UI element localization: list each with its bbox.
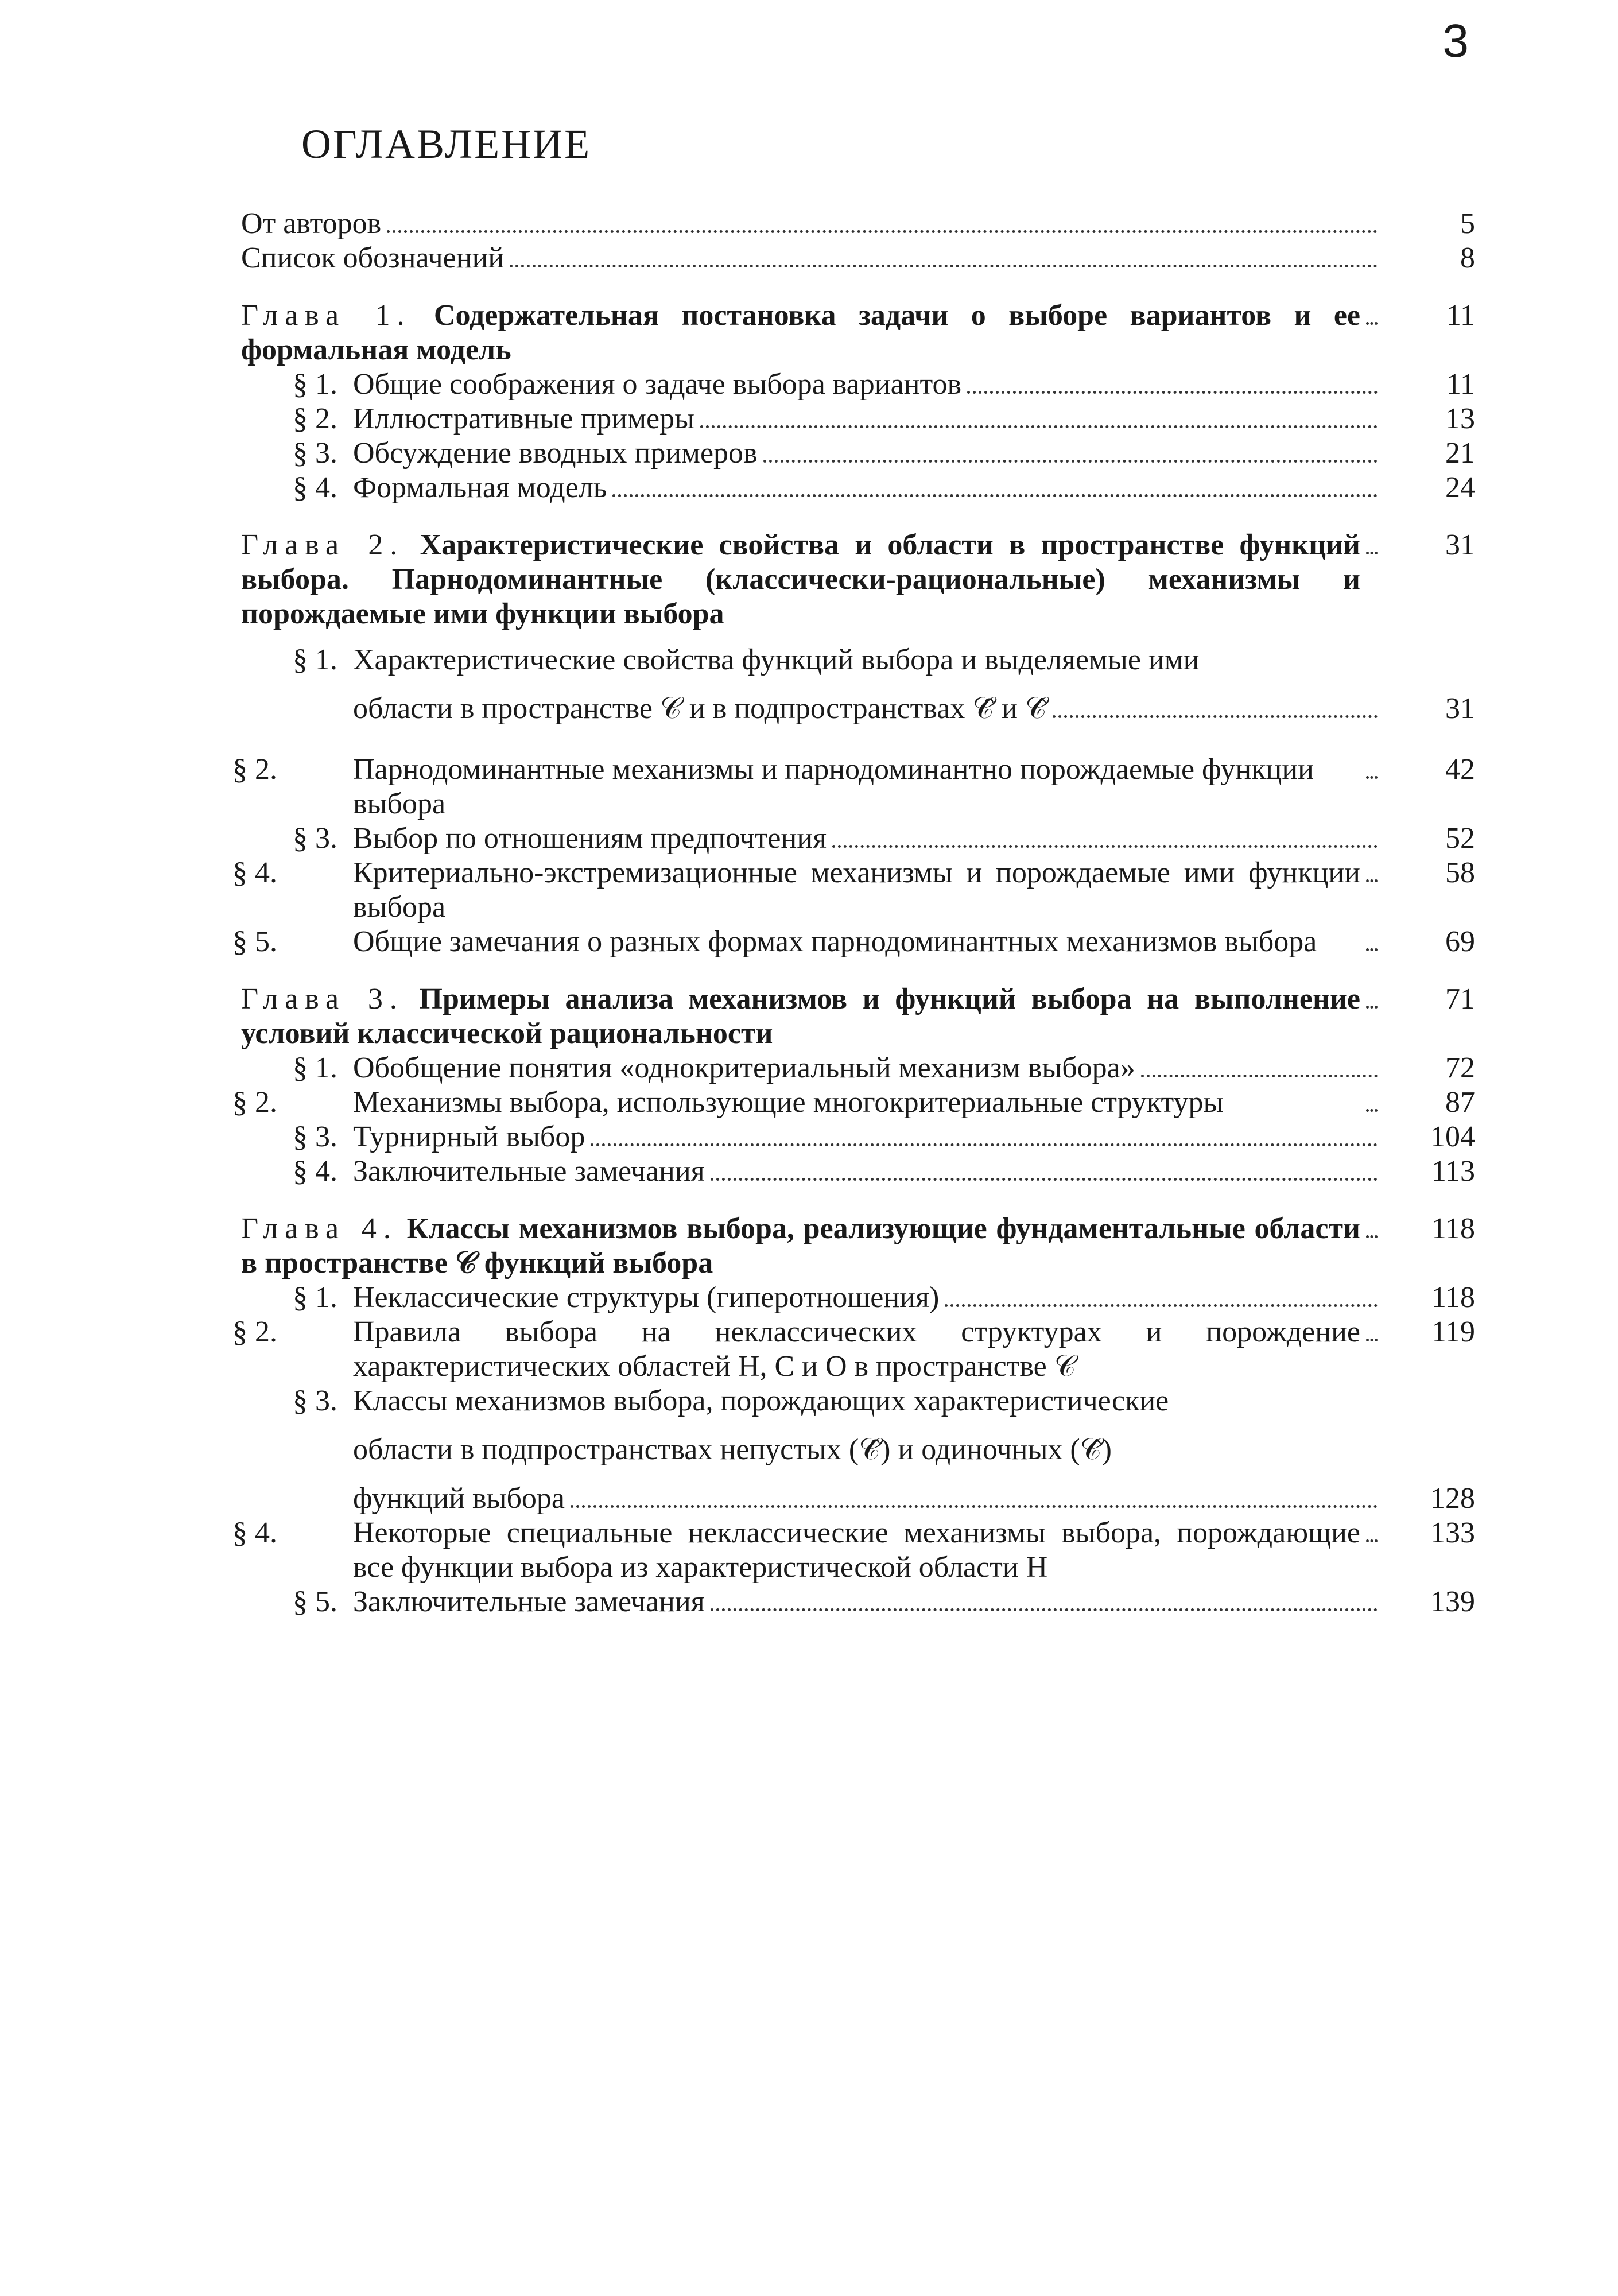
section-entry[interactable] <box>232 1516 1475 1585</box>
page-ref: 118 <box>1431 1212 1475 1245</box>
dot-leader <box>1366 879 1378 882</box>
section-title: Общие замечания о разных формах парнодоминантных механизмов выбора <box>353 925 1317 958</box>
page-number: 3 <box>1442 15 1469 67</box>
chapter-1 <box>241 298 1475 505</box>
dot-leader <box>832 845 1378 848</box>
section-entry[interactable] <box>241 367 1475 402</box>
dot-leader <box>967 391 1378 394</box>
section-number: § 5. <box>293 1585 337 1618</box>
dot-leader <box>1366 1109 1378 1112</box>
section-title: Общие соображения о задаче выбора вариантов <box>353 368 962 401</box>
section-title: Выбор по отношениям предпочтения <box>353 822 827 855</box>
dot-leader <box>945 1304 1378 1307</box>
section-number: § 3. <box>293 437 337 470</box>
section-title: Классы механизмов выбора, порождающих характеристические <box>353 1384 1169 1417</box>
dot-leader <box>571 1505 1378 1508</box>
section-entry[interactable] <box>241 1120 1475 1154</box>
section-title: Характеристические свойства функций выбора и выделяемые ими <box>353 643 1200 676</box>
dot-leader <box>1366 1235 1378 1238</box>
entry-text: Список обозначений <box>241 242 505 274</box>
chapter-2 <box>232 528 1475 959</box>
page-ref: 8 <box>1460 242 1475 274</box>
section-number: § 4. <box>232 856 277 889</box>
page-ref: 119 <box>1431 1316 1475 1348</box>
dot-leader <box>387 230 1378 233</box>
section-title: Иллюстративные примеры <box>353 402 695 435</box>
section-title: Парнодоминантные механизмы и парнодоминантно порождаемые функции выбора <box>353 753 1314 820</box>
section-number: § 4. <box>293 471 337 504</box>
section-title: Заключительные замечания <box>353 1585 705 1618</box>
section-title: Обобщение понятия «однокритериальный механизм выбора» <box>353 1052 1135 1084</box>
section-number: § 3. <box>293 822 337 855</box>
section-title: Формальная модель <box>353 471 607 504</box>
dot-leader <box>1141 1075 1378 1077</box>
page-ref: 21 <box>1445 437 1475 470</box>
section-title: Неклассические структуры (гиперотношения) <box>353 1281 940 1314</box>
chapter-label: Глава 1. <box>241 299 412 332</box>
page-ref: 69 <box>1445 925 1475 958</box>
page-ref: 113 <box>1431 1155 1475 1188</box>
dot-leader <box>1366 1006 1378 1009</box>
section-number: § 1. <box>293 643 337 676</box>
section-title: Механизмы выбора, использующие многокритериальные структуры <box>353 1086 1224 1119</box>
page-ref: 104 <box>1430 1120 1475 1153</box>
page-ref: 11 <box>1446 299 1475 332</box>
section-entry[interactable] <box>232 925 1475 959</box>
chapter-4 <box>232 1212 1475 1619</box>
page-ref: 31 <box>1445 692 1475 725</box>
section-entry[interactable] <box>232 1315 1475 1384</box>
dot-leader <box>591 1143 1378 1146</box>
section-entry[interactable] <box>241 436 1475 471</box>
section-number: § 2. <box>232 753 277 786</box>
dot-leader <box>711 1178 1378 1181</box>
dot-leader <box>1366 322 1378 325</box>
section-entry[interactable] <box>241 643 1475 741</box>
page-ref: 11 <box>1446 368 1475 401</box>
section-number: § 3. <box>293 1120 337 1153</box>
table-of-contents <box>232 207 1475 1619</box>
page-ref: 71 <box>1445 983 1475 1015</box>
dot-leader <box>510 265 1378 267</box>
page-ref: 118 <box>1431 1281 1475 1314</box>
page-ref: 72 <box>1445 1052 1475 1084</box>
chapter-label: Глава 2. <box>241 529 405 561</box>
section-number: § 1. <box>293 1281 337 1314</box>
section-title-cont: области в подпространствах непустых (𝒞̑) и одиночных (𝒞̂) <box>353 1433 1112 1466</box>
section-entry[interactable] <box>241 1154 1475 1189</box>
section-title-cont: функций выбора <box>353 1482 565 1515</box>
chapter-3 <box>232 982 1475 1189</box>
chapter-title <box>241 528 1360 631</box>
section-entry[interactable] <box>241 1051 1475 1085</box>
page-ref: 13 <box>1445 402 1475 435</box>
section-number: § 1. <box>293 368 337 401</box>
chapter-label: Глава 4. <box>241 1212 398 1245</box>
section-entry[interactable] <box>241 1585 1475 1619</box>
chapter-4-heading[interactable] <box>241 1212 1475 1281</box>
section-number: § 3. <box>293 1384 337 1417</box>
section-number: § 2. <box>232 1086 277 1119</box>
section-title: Критериально-экстремизационные механизмы и порождаемые ими функции выбора <box>353 856 1360 924</box>
section-entry[interactable] <box>241 1281 1475 1315</box>
dot-leader <box>1366 1539 1378 1542</box>
entry-text: От авторов <box>241 207 382 240</box>
section-title: Обсуждение вводных примеров <box>353 437 758 470</box>
section-number: § 5. <box>232 925 277 958</box>
chapter-title <box>241 1212 1360 1281</box>
section-title: Правила выбора на неклассических структурах и порождение характеристических областей H, C и O в пространстве 𝒞 <box>353 1316 1360 1383</box>
dot-leader <box>711 1608 1378 1611</box>
page-ref: 139 <box>1430 1585 1475 1618</box>
chapter-title <box>241 982 1360 1051</box>
dot-leader <box>612 494 1378 497</box>
chapter-2-heading[interactable] <box>241 528 1475 631</box>
section-entry[interactable] <box>241 471 1475 505</box>
chapter-3-heading[interactable] <box>241 982 1475 1051</box>
chapter-title-text: Классы механизмов выбора, реализующие фундаментальные области в пространстве 𝒞 функций выбора <box>241 1212 1360 1279</box>
chapter-title-text: Содержательная постановка задачи о выборе вариантов и ее формальная модель <box>241 299 1360 366</box>
section-title-cont: области в пространстве 𝒞 и в подпространствах 𝒞̑ и 𝒞̂ <box>353 692 1047 725</box>
section-title: Некоторые специальные неклассические механизмы выбора, порождающие все функции выбора из характеристической области H <box>353 1517 1360 1584</box>
dot-leader <box>1366 552 1378 554</box>
toc-title: ОГЛАВЛЕНИЕ <box>301 121 592 167</box>
page-ref: 52 <box>1445 822 1475 855</box>
toc-entry-notation[interactable] <box>241 241 1475 276</box>
dot-leader <box>1366 948 1378 951</box>
page-ref: 58 <box>1445 856 1475 889</box>
section-entry[interactable] <box>241 1384 1475 1516</box>
dot-leader <box>1366 1339 1378 1341</box>
toc-entry-from-authors[interactable] <box>241 207 1475 241</box>
chapter-title <box>241 298 1360 367</box>
dot-leader <box>700 425 1378 428</box>
section-number: § 1. <box>293 1052 337 1084</box>
chapter-1-heading[interactable] <box>241 298 1475 367</box>
section-entry[interactable] <box>241 402 1475 436</box>
page-ref: 42 <box>1445 753 1475 786</box>
page-ref: 31 <box>1445 529 1475 561</box>
page-ref: 128 <box>1430 1482 1475 1515</box>
dot-leader <box>1053 715 1378 718</box>
section-entry[interactable] <box>232 753 1475 821</box>
page-ref: 87 <box>1445 1086 1475 1119</box>
page-ref: 5 <box>1460 207 1475 240</box>
chapter-title-text: Характеристические свойства и области в пространстве функций выбора. Парнодоминантные (классически-рациональные) механизмы и порождаемые ими функции выбора <box>241 529 1360 630</box>
section-number: § 2. <box>232 1316 277 1348</box>
section-title: Турнирный выбор <box>353 1120 585 1153</box>
section-number: § 4. <box>232 1517 277 1549</box>
dot-leader <box>763 460 1378 463</box>
chapter-label: Глава 3. <box>241 983 404 1015</box>
page-ref: 133 <box>1430 1517 1475 1549</box>
section-number: § 2. <box>293 402 337 435</box>
section-entry[interactable] <box>232 1085 1475 1120</box>
page-ref: 24 <box>1445 471 1475 504</box>
section-title: Заключительные замечания <box>353 1155 705 1188</box>
dot-leader <box>1366 776 1378 779</box>
section-entry[interactable] <box>241 821 1475 856</box>
section-number: § 4. <box>293 1155 337 1188</box>
section-entry[interactable] <box>232 856 1475 925</box>
chapter-title-text: Примеры анализа механизмов и функций выбора на выполнение условий классической рациональности <box>241 983 1360 1050</box>
